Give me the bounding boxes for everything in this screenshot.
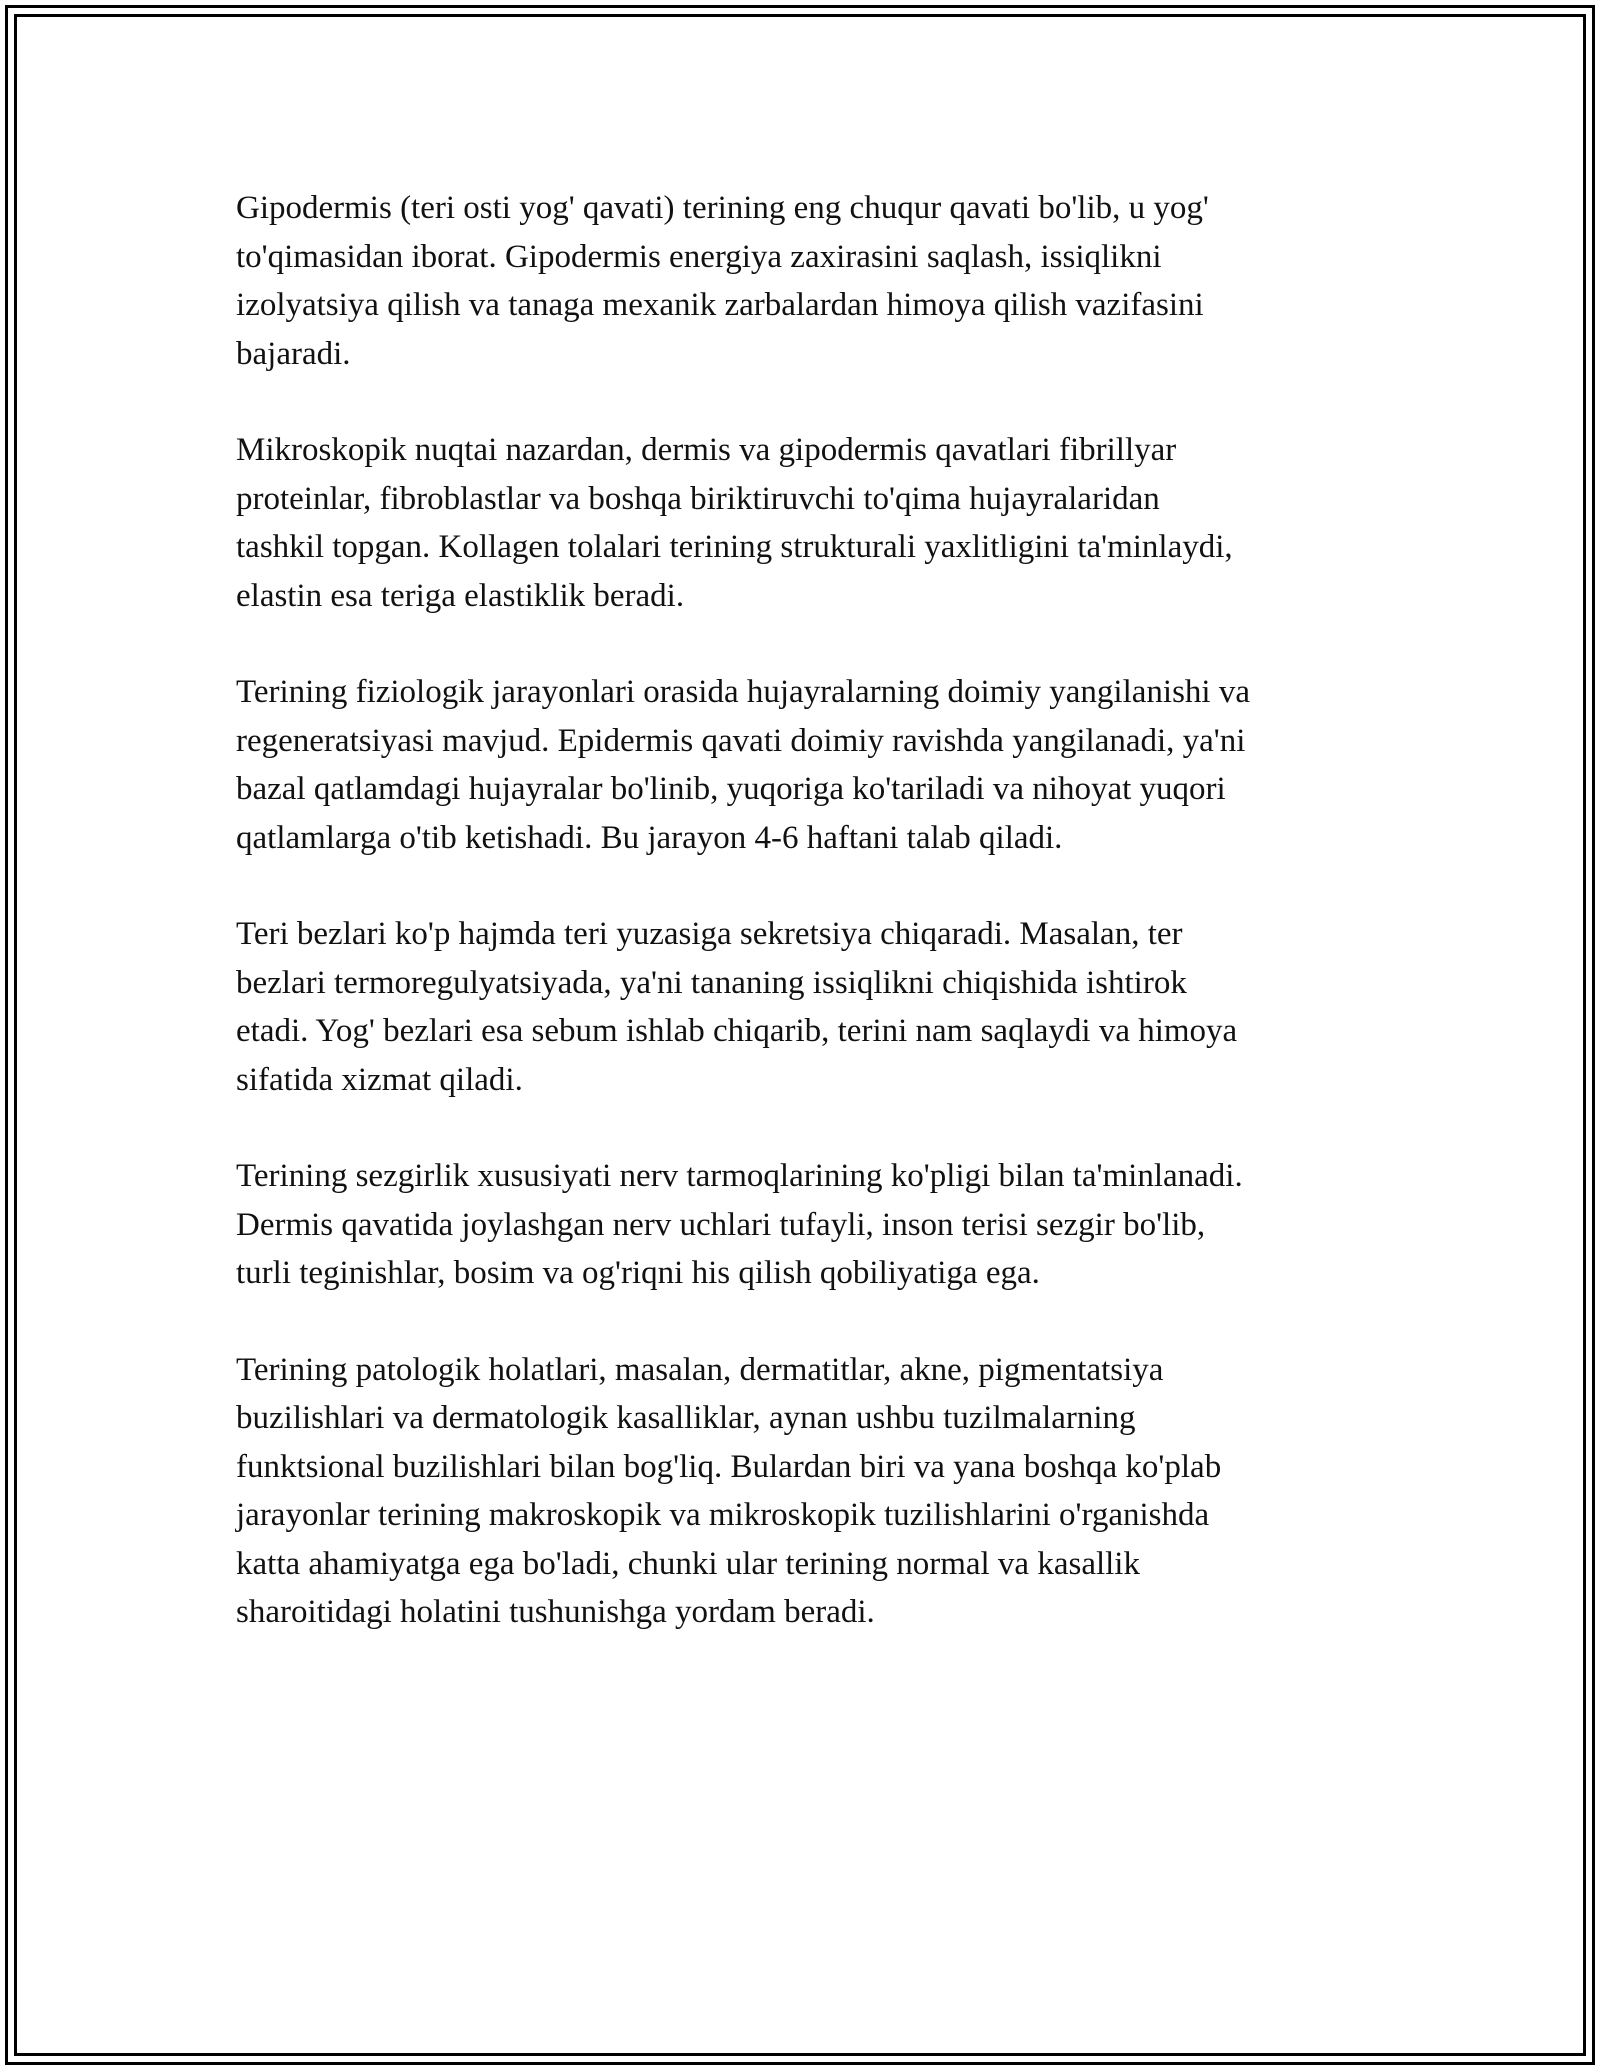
paragraph-sezgirlik: [236, 1152, 1386, 1298]
text-line: Terining patologik holatlari, masalan, dermatitlar, akne, pigmentatsiya: [236, 1351, 1164, 1388]
text-line: izolyatsiya qilish va tanaga mexanik zarbalardan himoya qilish vazifasini: [236, 287, 1204, 323]
text-line: bazal qatlamdagi hujayralar bo'linib, yuqoriga ko'tariladi va nihoyat yuqori: [236, 771, 1226, 807]
paragraph-fiziologik: [236, 668, 1386, 862]
text-line: tashkil topgan. Kollagen tolalari terining strukturali yaxlitligini ta'minlaydi,: [236, 529, 1233, 565]
paragraph-patologik: [236, 1346, 1386, 1637]
text-line: funktsional buzilishlari bilan bog'liq. Bulardan biri va yana boshqa ko'plab: [236, 1448, 1222, 1485]
text-line: bezlari termoregulyatsiyada, ya'ni tananing issiqlikni chiqishida ishtirok: [236, 964, 1187, 1001]
text-line: regeneratsiyasi mavjud. Epidermis qavati doimiy ravishda yangilanadi, ya'ni: [236, 722, 1246, 759]
text-line: Teri bezlari ko'p hajmda teri yuzasiga sekretsiya chiqaradi. Masalan, ter: [236, 916, 1183, 952]
text-line: Terining fiziologik jarayonlari orasida hujayralarning doimiy yangilanishi va: [236, 674, 1250, 710]
text-line: sifatida xizmat qiladi.: [236, 1061, 523, 1098]
paragraph-teri-bezlari: [236, 910, 1386, 1104]
text-line: to'qimasidan iborat. Gipodermis energiya zaxirasini saqlash, issiqlikni: [236, 238, 1162, 275]
text-line: Gipodermis (teri osti yog' qavati) terining eng chuqur qavati bo'lib, u yog': [236, 190, 1209, 226]
text-line: sharoitidagi holatini tushunishga yordam beradi.: [236, 1594, 875, 1630]
text-line: katta ahamiyatga ega bo'ladi, chunki ular terining normal va kasallik: [236, 1545, 1140, 1582]
text-line: Terining sezgirlik xususiyati nerv tarmoqlarining ko'pligi bilan ta'minlanadi.: [236, 1158, 1243, 1194]
text-line: elastin esa teriga elastiklik beradi.: [236, 577, 685, 614]
paragraph-mikroskopik: [236, 426, 1386, 620]
paragraph-gipodermis: [236, 184, 1386, 378]
text-line: Dermis qavatida joylashgan nerv uchlari tufayli, inson terisi sezgir bo'lib,: [236, 1206, 1206, 1243]
text-line: qatlamlarga o'tib ketishadi. Bu jarayon 4-6 haftani talab qiladi.: [236, 819, 1063, 856]
text-line: turli teginishlar, bosim va og'riqni his qilish qobiliyatiga ega.: [236, 1255, 1040, 1291]
text-line: Mikroskopik nuqtai nazardan, dermis va gipodermis qavatlari fibrillyar: [236, 432, 1177, 468]
text-line: proteinlar, fibroblastlar va boshqa biriktiruvchi to'qima hujayralaridan: [236, 480, 1160, 517]
text-line: buzilishlari va dermatologik kasalliklar, aynan ushbu tuzilmalarning: [236, 1400, 1136, 1436]
text-line: jarayonlar terining makroskopik va mikroskopik tuzilishlarini o'rganishda: [236, 1497, 1210, 1533]
text-line: etadi. Yog' bezlari esa sebum ishlab chiqarib, terini nam saqlaydi va himoya: [236, 1013, 1238, 1049]
text-line: bajaradi.: [236, 335, 351, 372]
document-body: [236, 184, 1386, 1685]
